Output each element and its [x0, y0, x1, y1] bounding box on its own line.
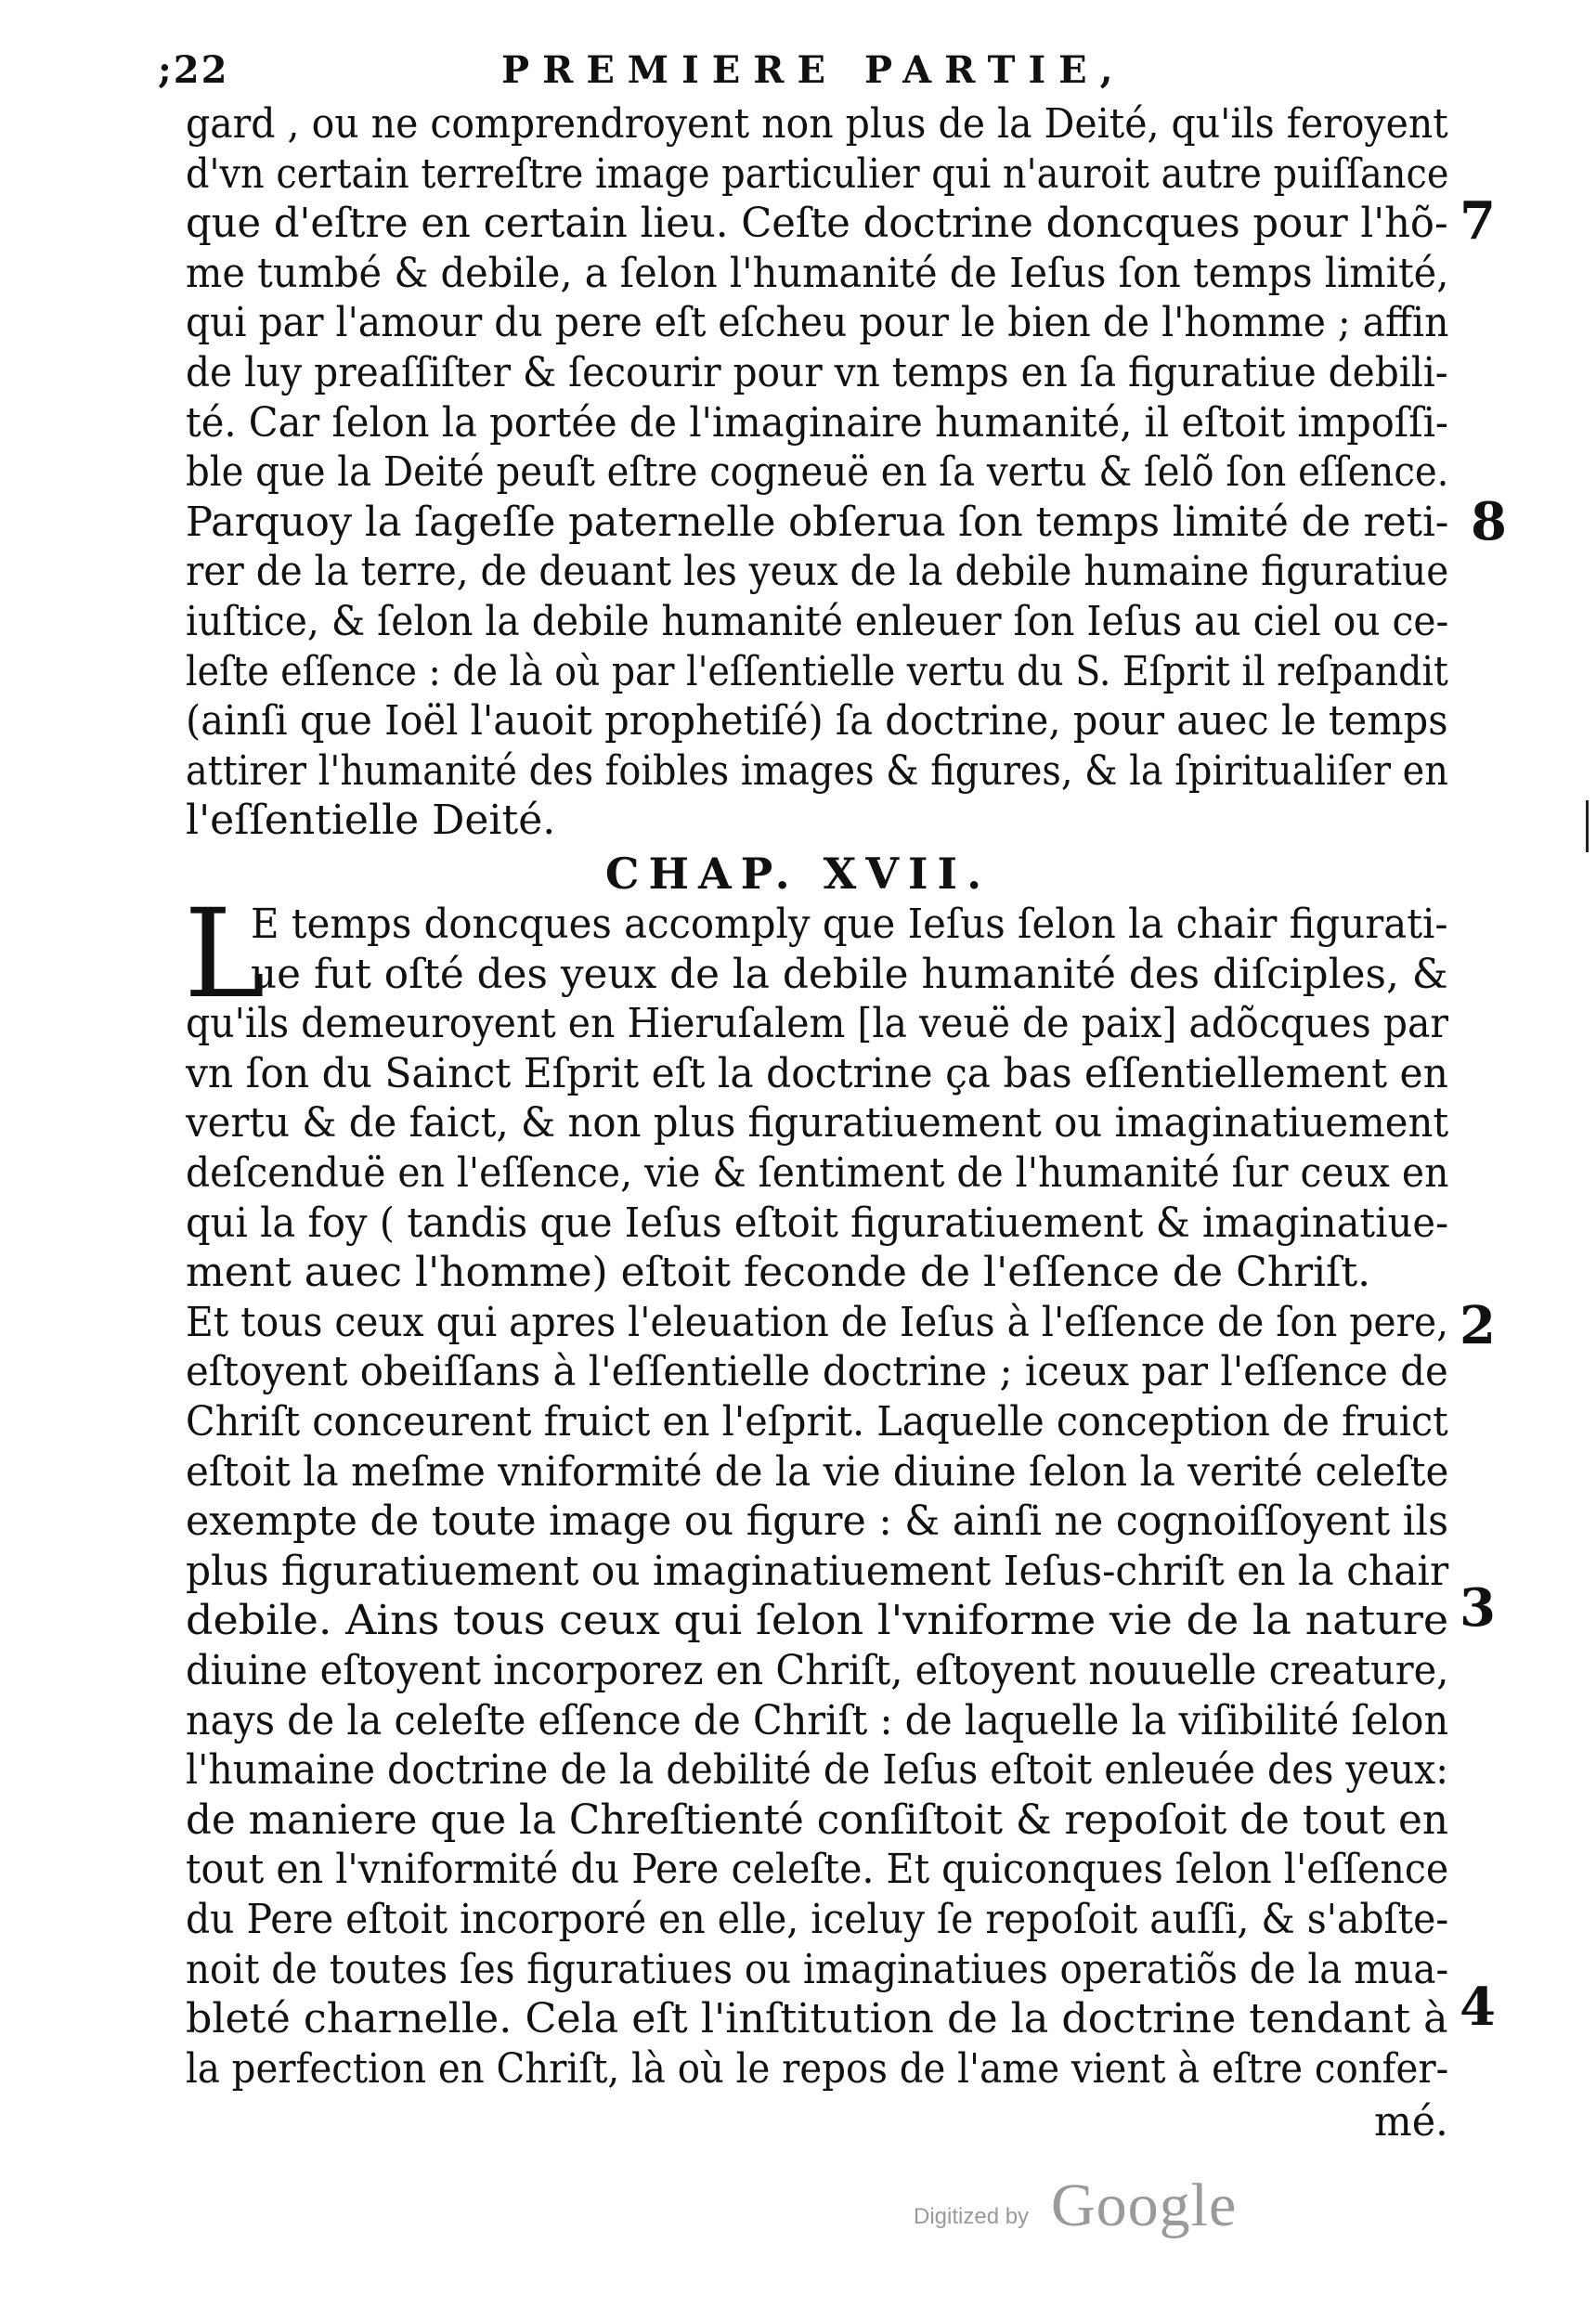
chapter-line: tout en l'vniformité du Pere celeſte. Et quiconques ſelon l'eſſence [186, 1846, 1449, 1894]
chapter-line: qu'ils demeuroyent en Hieruſalem [la veuë de paix] adõcques par [186, 1000, 1449, 1048]
chapter-line: ment auec l'homme) eſtoit feconde de l'eſſence de Chriſt. [186, 1249, 1371, 1297]
paragraph-line: l'eſſentielle Deité. [186, 797, 556, 845]
paragraph-line: Parquoy la ſageſſe paternelle obſerua ſon temps limité de reti- [186, 498, 1449, 546]
paragraph-line: leſte eſſence : de là où par l'eſſentielle vertu du S. Eſprit il reſpandit [186, 647, 1448, 695]
chapter-line: nays de la celeſte eſſence de Chriſt : de laquelle la viſibilité ſelon [186, 1696, 1449, 1744]
running-title: PREMIERE PARTIE, [501, 48, 1126, 92]
chapter-line: bleté charnelle. Cela eſt l'inſtitution de la doctrine tendant à [186, 1995, 1448, 2043]
chapter-heading: CHAP. XVII. [604, 849, 992, 899]
chapter-line: vertu & de faict, & non plus figuratiuement ou imaginatiuement [186, 1099, 1449, 1148]
paragraph-line: gard , ou ne comprendroyent non plus de la Deité, qu'ils feroyent [186, 100, 1448, 148]
chapter-line: de maniere que la Chreſtienté conſiſtoit & repoſoit de tout en [186, 1796, 1448, 1844]
drop-cap: L [184, 883, 266, 1026]
footer-brand-logo: Google [1051, 2172, 1238, 2239]
chapter-line: vn ſon du Sainct Eſprit eſt la doctrine ça bas eſſentiellement en [186, 1049, 1448, 1097]
margin-number-2: 2 [1460, 1295, 1496, 1356]
chapter-line: plus figuratiuement ou imaginatiuement Ieſus-chriſt en la chair [186, 1547, 1449, 1595]
paragraph-line: de luy preaſſiſter & ſecourir pour vn temps en ſa figuratiue debili- [186, 349, 1448, 396]
margin-number-8: 8 [1471, 491, 1507, 552]
paragraph-line: iuſtice, & ſelon la debile humanité enleuer ſon Ieſus au ciel ou ce- [186, 598, 1449, 645]
page-header [158, 48, 1476, 104]
chapter-line: qui la foy ( tandis que Ieſus eſtoit figuratiuement & imaginatiue- [186, 1199, 1449, 1247]
paragraph-line: rer de la terre, de deuant les yeux de la debile humaine figuratiue [186, 548, 1449, 596]
chapter-line: E temps doncques accomply que Ieſus ſelon la chair figurati- [251, 901, 1448, 948]
paragraph-line: d'vn certain terreſtre image particulier qui n'auroit autre puiſſance [186, 149, 1449, 198]
chapter-line: exempte de toute image ou figure : & ainſi ne cognoiſſoyent ils [186, 1498, 1448, 1546]
chapter-line: du Pere eſtoit incorporé en elle, iceluy ſe repoſoit auſſi, & s'abſte- [186, 1896, 1449, 1943]
chapter-line: debile. Ains tous ceux qui ſelon l'vniforme vie de la nature [186, 1597, 1449, 1645]
chapter-line: eſtoit la meſme vniformité de la vie diuine ſelon la verité celeſte [186, 1447, 1449, 1496]
chapter-line: la perfection en Chriſt, là où le repos de l'ame vient à eſtre confer- [186, 2044, 1449, 2093]
page-edge-mark [1586, 800, 1589, 852]
chapter-line: Et tous ceux qui apres l'eleuation de Ieſus à l'eſſence de ſon pere, [186, 1298, 1449, 1346]
chapter-line: noit de toutes ſes figuratiues ou imaginatiues operatiõs de la mua- [186, 1945, 1449, 1993]
paragraph-line: attirer l'humanité des foibles images & figures, & la ſpiritualiſer en [186, 746, 1448, 795]
chapter-line: l'humaine doctrine de la debilité de Ieſus eſtoit enleuée des yeux: [186, 1746, 1448, 1795]
paragraph-line: que d'eſtre en certain lieu. Ceſte doctrine doncques pour l'hõ- [186, 200, 1448, 248]
chapter-line: ue fut oſté des yeux de la debile humanité des diſciples, & [251, 950, 1448, 998]
paragraph-line: qui par l'amour du pere eſt eſcheu pour le bien de l'homme ; affin [186, 299, 1449, 347]
chapter-line: Chriſt conceurent fruict en l'eſprit. Laquelle conception de fruict [186, 1398, 1448, 1446]
paragraph-line: té. Car ſelon la portée de l'imaginaire humanité, il eſtoit impoſſi- [186, 398, 1448, 447]
margin-number-3: 3 [1460, 1577, 1496, 1639]
paragraph-line: ble que la Deité peuſt eſtre cogneuë en ſa vertu & ſelõ ſon eſſence. [186, 448, 1449, 497]
catchword: mé. [1374, 2098, 1448, 2146]
footer-prefix: Digitized by [914, 2204, 1030, 2229]
paragraph-line: me tumbé & debile, a ſelon l'humanité de Ieſus ſon temps limité, [186, 249, 1449, 297]
margin-number-4: 4 [1460, 1977, 1496, 2038]
paragraph-line: (ainſi que Ioël l'auoit prophetiſé) ſa doctrine, pour auec le temps [186, 697, 1448, 746]
chapter-line: diuine eſtoyent incorporez en Chriſt, eſtoyent nouuelle creature, [186, 1647, 1449, 1694]
margin-number-7: 7 [1460, 190, 1496, 252]
page-number: ;22 [158, 48, 229, 92]
chapter-line: eſtoyent obeiſſans à l'eſſentielle doctrine ; iceux par l'eſſence de [186, 1348, 1448, 1396]
digitization-footer [891, 2171, 1281, 2254]
chapter-line: deſcenduë en l'eſſence, vie & ſentiment de l'humanité ſur ceux en [186, 1149, 1449, 1197]
